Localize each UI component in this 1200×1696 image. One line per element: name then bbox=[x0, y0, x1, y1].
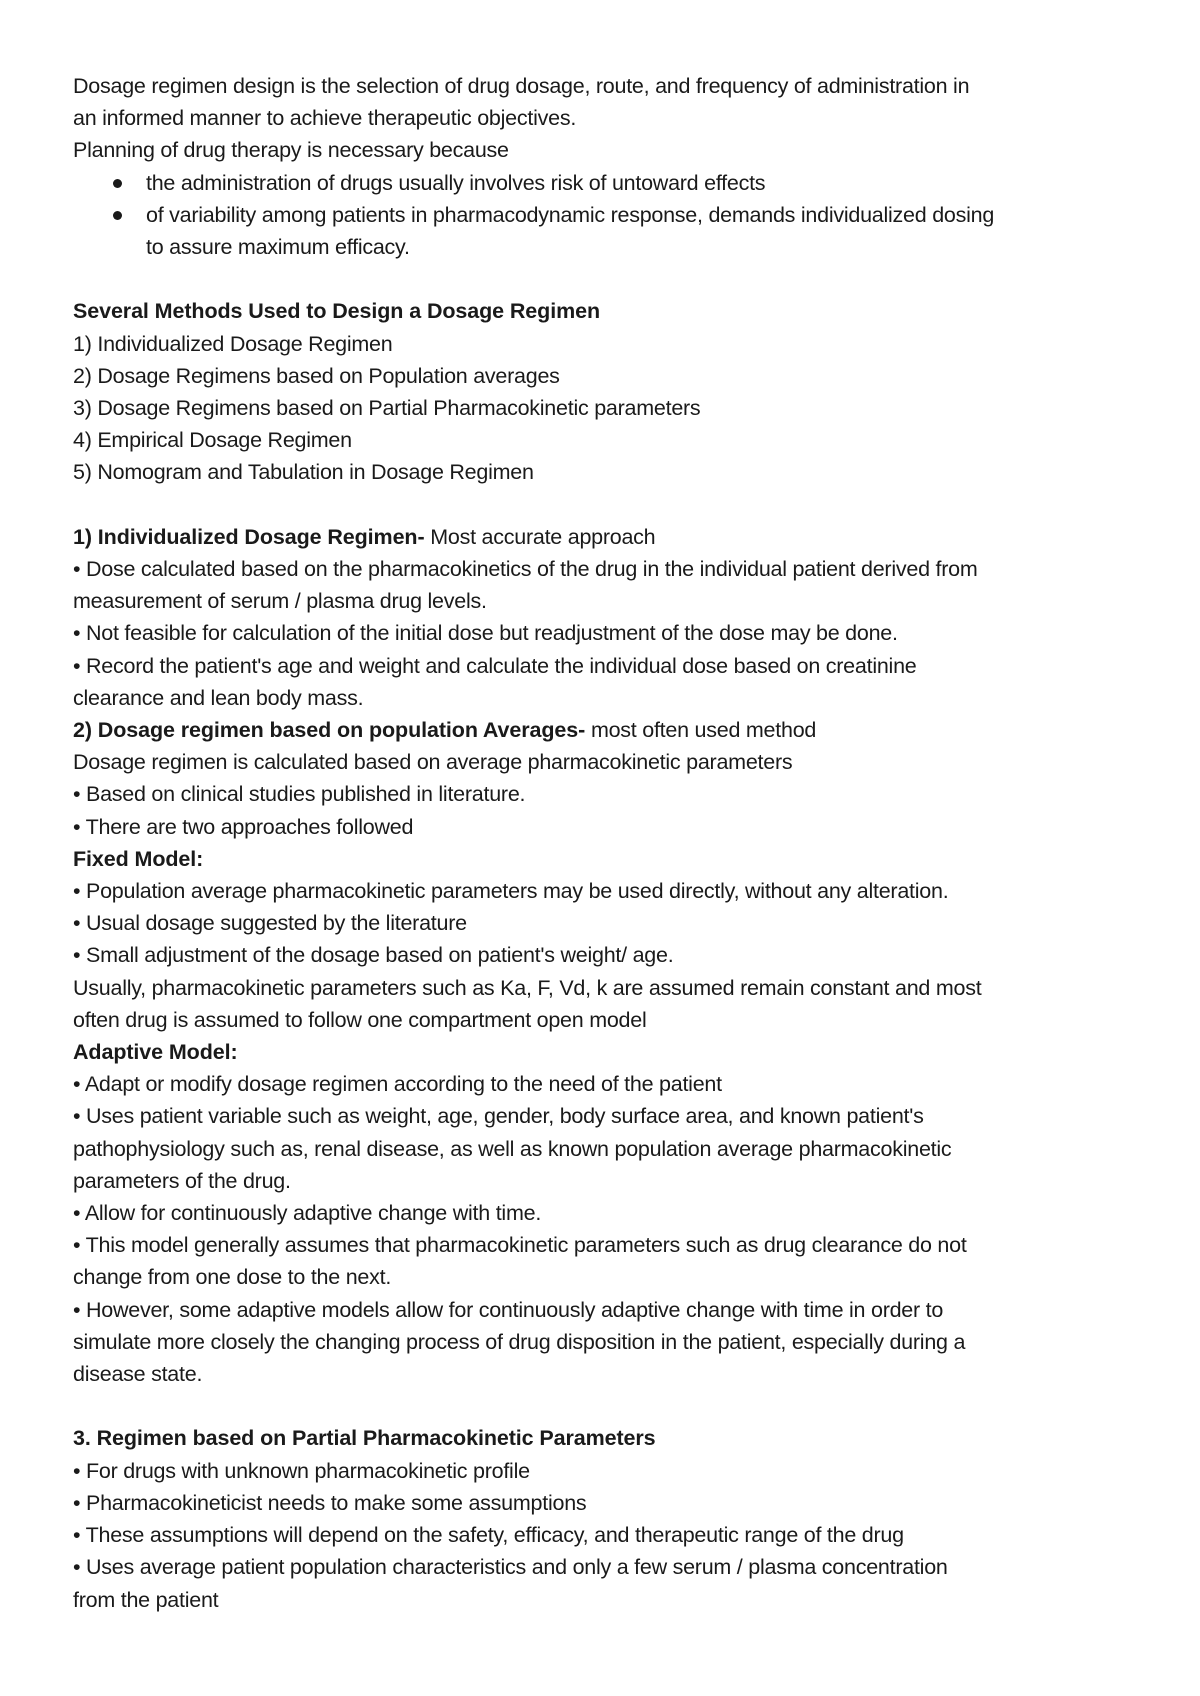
section1-heading-bold: 1) Individualized Dosage Regimen- bbox=[73, 524, 425, 549]
section2-body bbox=[73, 746, 1140, 843]
section1-line: • Not feasible for calculation of the initial dose but readjustment of the dose may be done. bbox=[73, 621, 898, 646]
section1-heading-rest: Most accurate approach bbox=[424, 524, 656, 549]
method-item: 4) Empirical Dosage Regimen bbox=[73, 428, 352, 453]
methods-heading: Several Methods Used to Design a Dosage Regimen bbox=[73, 299, 600, 324]
intro-line: an informed manner to achieve therapeutic objectives. bbox=[73, 106, 577, 131]
section1-line: clearance and lean body mass. bbox=[73, 685, 364, 710]
section2-line: • There are two approaches followed bbox=[73, 814, 414, 839]
section2-heading-rest: most often used method bbox=[585, 718, 817, 743]
adaptive-model-line: disease state. bbox=[73, 1362, 203, 1387]
section3-line: • These assumptions will depend on the safety, efficacy, and therapeutic range of the drug bbox=[73, 1523, 904, 1548]
method-item: 3) Dosage Regimens based on Partial Pharmacokinetic parameters bbox=[73, 396, 701, 421]
intro-bullet-list bbox=[73, 167, 1140, 264]
bullet-text: the administration of drugs usually involves risk of untoward effects bbox=[146, 170, 766, 195]
adaptive-model-heading: Adaptive Model: bbox=[73, 1040, 238, 1065]
section1-body bbox=[73, 553, 1140, 714]
section3-line: from the patient bbox=[73, 1587, 219, 1612]
section1-heading bbox=[73, 521, 1140, 553]
adaptive-model-line: parameters of the drug. bbox=[73, 1168, 291, 1193]
fixed-model-line: • Small adjustment of the dosage based on patient's weight/ age. bbox=[73, 943, 674, 968]
section1-line: • Dose calculated based on the pharmacokinetics of the drug in the individual patient derived from bbox=[73, 557, 978, 582]
method-item: 5) Nomogram and Tabulation in Dosage Regimen bbox=[73, 460, 534, 485]
fixed-model-body bbox=[73, 875, 1140, 1036]
section3-line: • For drugs with unknown pharmacokinetic profile bbox=[73, 1458, 530, 1483]
intro-line: Dosage regimen design is the selection of drug dosage, route, and frequency of administration in bbox=[73, 74, 970, 98]
intro-line: Planning of drug therapy is necessary because bbox=[73, 138, 509, 163]
fixed-model-heading: Fixed Model: bbox=[73, 846, 204, 871]
adaptive-model-line: • This model generally assumes that pharmacokinetic parameters such as drug clearance do not bbox=[73, 1233, 967, 1258]
section2-heading-bold: 2) Dosage regimen based on population Averages- bbox=[73, 718, 586, 743]
bullet-item bbox=[73, 199, 1140, 263]
section3-line: • Uses average patient population characteristics and only a few serum / plasma concentration bbox=[73, 1555, 948, 1580]
method-item: 1) Individualized Dosage Regimen bbox=[73, 331, 393, 356]
section2-line: Dosage regimen is calculated based on average pharmacokinetic parameters bbox=[73, 750, 793, 775]
spacer bbox=[73, 489, 1140, 521]
adaptive-model-line: • Allow for continuously adaptive change with time. bbox=[73, 1201, 542, 1226]
section3-line: • Pharmacokineticist needs to make some assumptions bbox=[73, 1490, 587, 1515]
methods-list bbox=[73, 328, 1140, 489]
fixed-model-line: • Usual dosage suggested by the literature bbox=[73, 911, 467, 936]
method-item: 2) Dosage Regimens based on Population averages bbox=[73, 363, 560, 388]
intro-paragraph bbox=[73, 70, 1140, 167]
section3-heading: 3. Regimen based on Partial Pharmacokinetic Parameters bbox=[73, 1426, 656, 1451]
adaptive-model-body bbox=[73, 1068, 1140, 1390]
adaptive-model-line: change from one dose to the next. bbox=[73, 1265, 392, 1290]
section1-line: • Record the patient's age and weight and calculate the individual dose based on creatinine bbox=[73, 653, 917, 678]
section2-line: • Based on clinical studies published in literature. bbox=[73, 782, 526, 807]
fixed-model-line: • Population average pharmacokinetic parameters may be used directly, without any alteration. bbox=[73, 879, 949, 904]
adaptive-model-line: • Uses patient variable such as weight, age, gender, body surface area, and known patient's bbox=[73, 1104, 924, 1129]
bullet-dot-icon bbox=[113, 211, 122, 220]
section2-heading bbox=[73, 714, 1140, 746]
spacer bbox=[73, 263, 1140, 295]
section1-line: measurement of serum / plasma drug levels. bbox=[73, 589, 487, 614]
adaptive-model-line: simulate more closely the changing process of drug disposition in the patient, especially during a bbox=[73, 1329, 966, 1354]
bullet-text: of variability among patients in pharmacodynamic response, demands individualized dosing bbox=[146, 202, 995, 227]
bullet-dot-icon bbox=[113, 179, 122, 188]
adaptive-model-line: pathophysiology such as, renal disease, as well as known population average pharmacokinetic bbox=[73, 1136, 952, 1161]
fixed-model-line: Usually, pharmacokinetic parameters such as Ka, F, Vd, k are assumed remain constant and most bbox=[73, 975, 982, 1000]
fixed-model-line: often drug is assumed to follow one compartment open model bbox=[73, 1007, 647, 1032]
bullet-text: to assure maximum efficacy. bbox=[146, 235, 410, 260]
adaptive-model-line: • However, some adaptive models allow for continuously adaptive change with time in order to bbox=[73, 1297, 944, 1322]
adaptive-model-line: • Adapt or modify dosage regimen according to the need of the patient bbox=[73, 1072, 722, 1097]
section3-body bbox=[73, 1455, 1140, 1616]
bullet-item bbox=[73, 167, 1140, 199]
spacer bbox=[73, 1390, 1140, 1422]
